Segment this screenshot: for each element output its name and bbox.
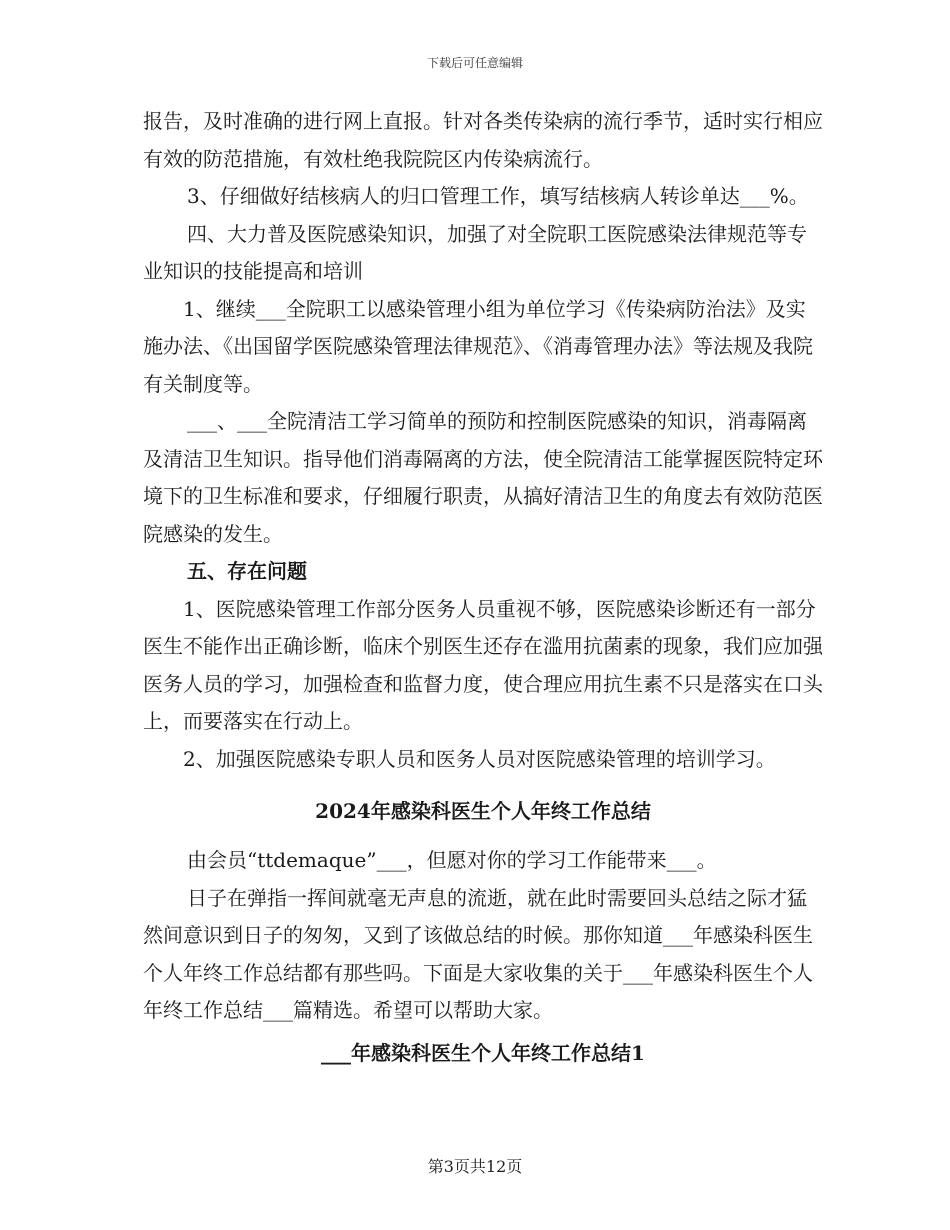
paragraph-staff-study: 1、继续___全院职工以感染管理小组为单位学习《传染病防治法》及实施办法、《出国留学医院感染管理法律规范》、《消毒管理办法》等法规及我院有关制度等。 (143, 296, 813, 396)
paragraph-introduction: 日子在弹指一挥间就毫无声息的流逝，就在此时需要回头总结之际才猛然间意识到日子的匆匆，又到了该做总结的时候。那你知道___年感染科医生个人年终工作总结都有那些吗。下面是大家收集的关于___年感染科医生个人年终工作总结___篇精选。希望可以帮助大家。 (143, 885, 813, 1022)
section-heading-problems: 五、存在问题 (187, 559, 307, 583)
paragraph-member-note: 由会员“ttdemaque”___，但愿对你的学习工作能带来___。 (187, 848, 717, 872)
section-heading-training: 四、大力普及医院感染知识，加强了对全院职工医院感染法律规范等专业知识的技能提高和培训 (143, 221, 807, 283)
paragraph-cleaner-training: ___、___全院清洁工学习简单的预防和控制医院感染的知识，消毒隔离及清洁卫生知识。指导他们消毒隔离的方法，使全院清洁工能掌握医院特定环境下的卫生标准和要求，仔细履行职责，从搞好清洁卫生的角度去有效防范医院感染的发生。 (143, 409, 823, 546)
paragraph-reporting-continued: 报告，及时准确的进行网上直报。针对各类传染病的流行季节，适时实行相应有效的防范措施，有效杜绝我院院区内传染病流行。 (143, 109, 823, 171)
paragraph-tuberculosis-management: 3、仔细做好结核病人的归口管理工作，填写结核病人转诊单达___%。 (187, 184, 809, 208)
paragraph-problem-1: 1、医院感染管理工作部分医务人员重视不够，医院感染诊断还有一部分医生不能作出正确诊断，临床个别医生还存在滥用抗菌素的现象，我们应加强医务人员的学习，加强检查和监督力度，使合理应用抗生素不只是落实在口头上，而要落实在行动上。 (143, 596, 823, 733)
page-header-note: 下载后可任意编辑 (426, 56, 523, 70)
subsection-title: ___年感染科医生个人年终工作总结1 (321, 1040, 645, 1065)
document-title: 2024年感染科医生个人年终工作总结 (315, 799, 651, 823)
paragraph-problem-2: 2、加强医院感染专职人员和医务人员对医院感染管理的培训学习。 (183, 746, 776, 771)
document-body (143, 103, 823, 1073)
page-number: 第3页共12页 (427, 1157, 523, 1176)
